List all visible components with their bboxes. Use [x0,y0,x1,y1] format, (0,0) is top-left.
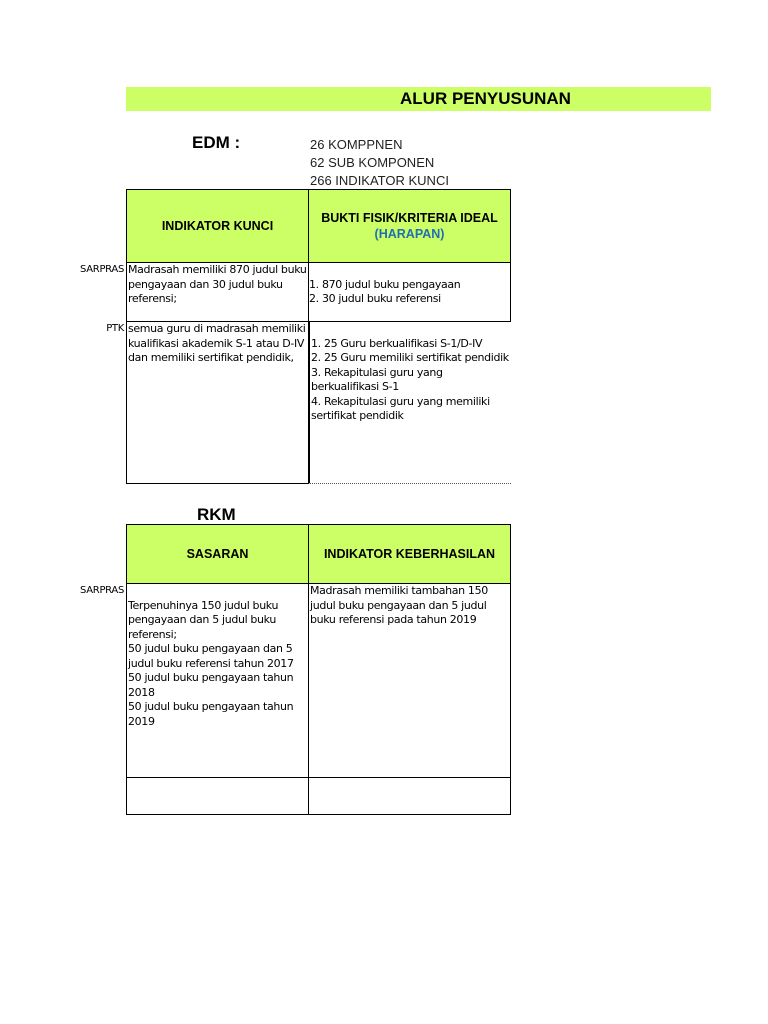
edm-header-indikator-kunci [126,189,309,263]
edm-cell-bukti-ptk-text: 1. 25 Guru berkualifikasi S-1/D-IV 2. 25 Guru memiliki sertifikat pendidik 3. Rekapitulasi guru yang berkualifikasi S-1 4. Rekapitulasi guru yang memiliki sertifikat pendidik [311,336,509,422]
rkm-cell-indikator-sarpras-text: Madrasah memiliki tambahan 150 judul buku pengayaan dan 5 judul buku referensi pada tahun 2019 [310,584,488,626]
edm-row-label-sarpras: SARPRAS [80,264,124,275]
rkm-header-indikator-keberhasilan-label: INDIKATOR KEBERHASILAN [323,547,496,561]
edm-cell-indikator-ptk [126,321,309,484]
edm-header-harapan-label: (HARAPAN) [374,227,445,241]
edm-info-sub-komponen: 62 SUB KOMPONEN [310,155,435,170]
rkm-label: RKM [197,505,236,524]
edm-info-komponen: 26 KOMPPNEN [310,137,403,152]
edm-label: EDM : [192,133,241,152]
rkm-cell-sasaran-sarpras [126,583,309,778]
edm-cell-bukti-ptk [308,321,511,484]
edm-header-bukti-fisik [308,189,511,263]
rkm-empty-cell-2 [308,777,511,815]
edm-cell-indikator-sarpras-text: Madrasah memiliki 870 judul buku pengayaan dan 30 judul buku referensi; [128,263,307,305]
rkm-cell-indikator-sarpras [308,583,511,778]
rkm-header-indikator-keberhasilan [308,524,511,584]
edm-row-label-ptk: PTK [106,323,124,334]
edm-cell-indikator-sarpras [126,262,309,322]
edm-cell-bukti-sarpras [308,262,511,322]
edm-cell-indikator-ptk-text: semua guru di madrasah memiliki kualifikasi akademik S-1 atau D-IV dan memiliki sertifikat pendidik, [128,322,306,364]
rkm-header-sasaran [126,524,309,584]
rkm-cell-sasaran-sarpras-text: Terpenuhinya 150 judul buku pengayaan dan 5 judul buku referensi; 50 judul buku pengayaan dan 5 judul buku referensi tahun 2017 50 judul buku pengayaan tahun 2018 50 judul buku pengayaan tahun 2019 [128,598,294,728]
rkm-header-sasaran-label: SASARAN [186,547,249,561]
edm-cell-bukti-sarpras-text: 1. 870 judul buku pengayaan 2. 30 judul buku referensi [309,277,461,305]
rkm-row-label-sarpras: SARPRAS [80,585,124,596]
edm-header-indikator-kunci-label: INDIKATOR KUNCI [161,219,274,233]
edm-info-indikator-kunci: 266 INDIKATOR KUNCI [310,173,449,188]
rkm-empty-cell-1 [126,777,309,815]
page-title: ALUR PENYUSUNAN [400,89,571,108]
edm-header-bukti-fisik-label: BUKTI FISIK/KRITERIA IDEAL [321,211,498,225]
